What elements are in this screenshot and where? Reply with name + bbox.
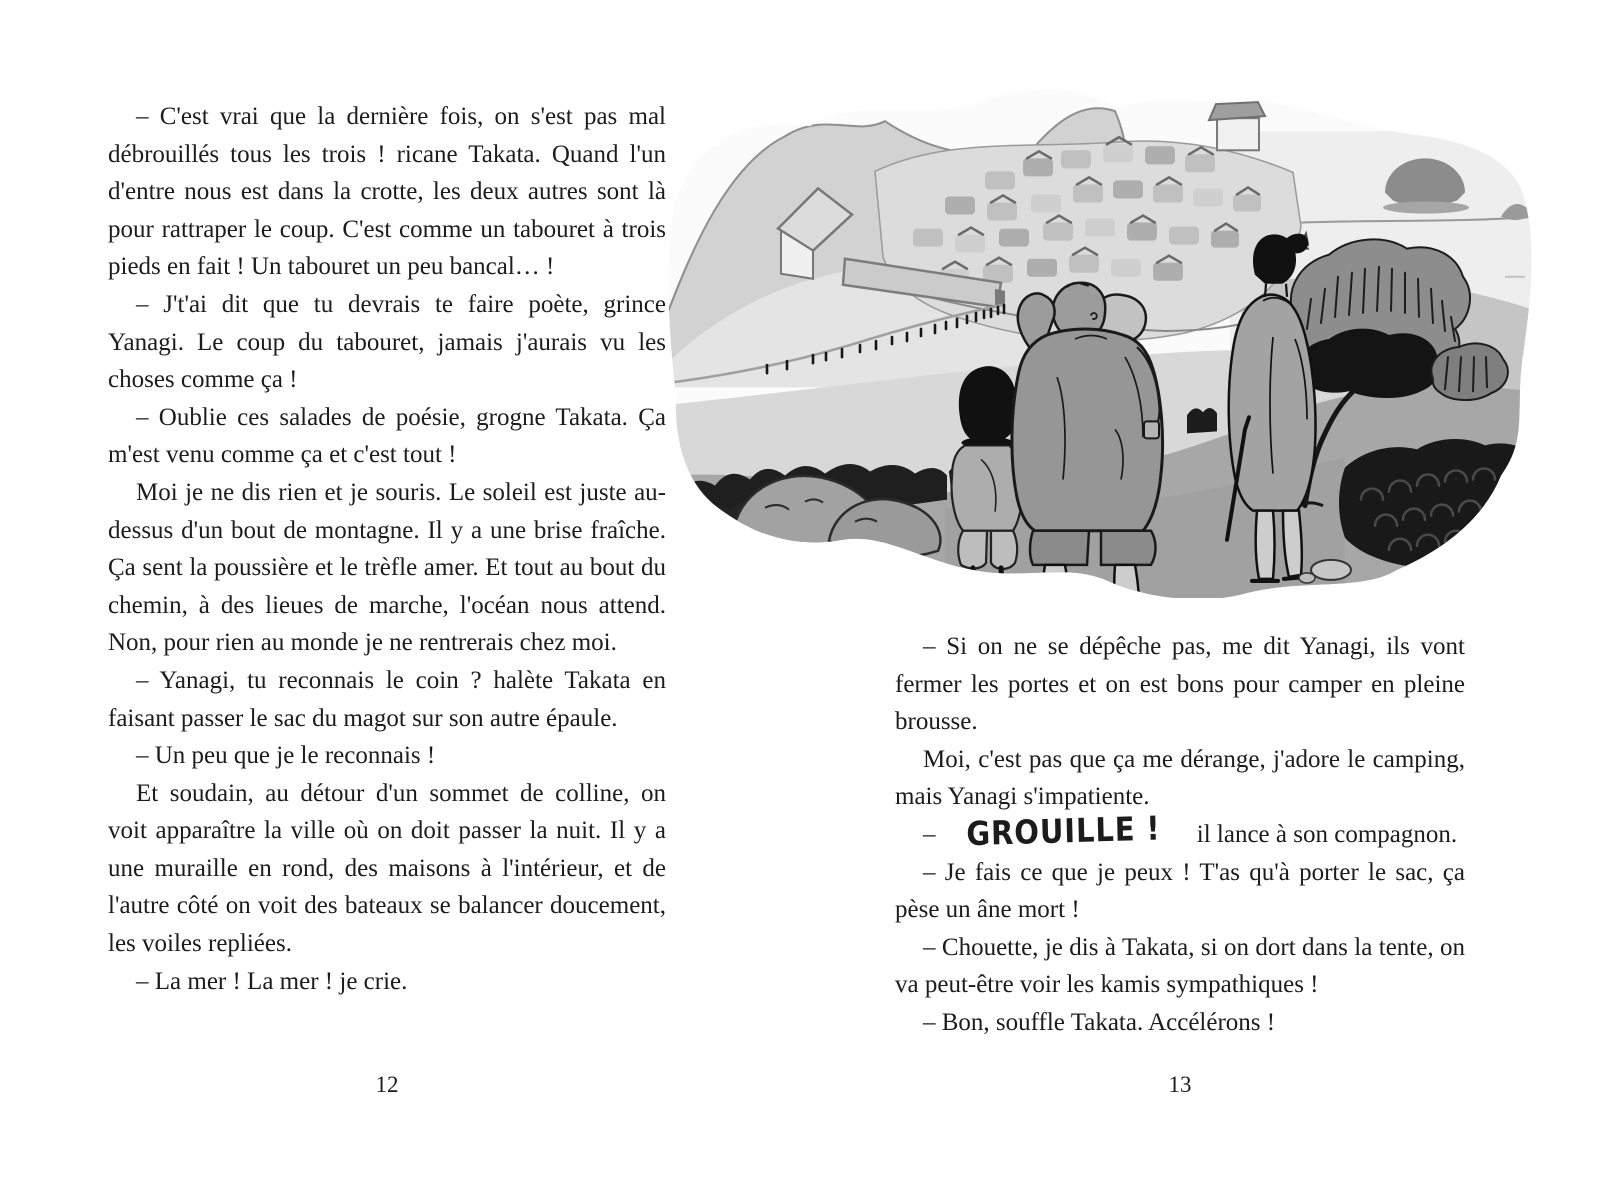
shout-suffix: il lance à son compagnon. [1190,820,1458,848]
paragraph: – Chouette, je dis à Takata, si on dort dans la tente, on va peut-être voir les kamis sympathiques ! [895,933,1465,999]
illustration-ink-drawing [645,76,1540,598]
illustration-character-takata [1012,283,1163,598]
page-number-right: 13 [1168,1072,1192,1097]
paragraph-shout-line [895,808,1465,854]
illustration-tower [1209,102,1265,150]
paragraph: Moi, c'est pas que ça me dérange, j'adore le camping, mais Yanagi s'impatiente. [895,745,1465,811]
illustration-child-hair [959,366,1017,445]
paragraph: – C'est vrai que la dernière fois, on s'est pas mal débrouillés tous les trois ! ricane Takata. Quand l'un d'entre nous est dans la crotte, les deux autres sont là pour rattraper le coup. C'est comme un tabouret à trois pieds en fait ! Un tabouret un peu bancal… ! [108,103,666,281]
illustration-bushes-right [1339,439,1540,569]
paragraph: – J't'ai dit que tu devrais te faire poète, grince Yanagi. Le coup du tabouret, jamais j'aurais vu les choses comme ça ! [108,290,666,394]
paragraph: – La mer ! La mer ! je crie. [136,967,408,995]
paragraph: – Oublie ces salades de poésie, grogne Takata. Ça m'est venu comme ça et c'est tout ! [108,403,666,469]
paragraph: – Je fais ce que je peux ! T'as qu'à porter le sac, ça pèse un âne mort ! [895,858,1465,924]
illustration-cuff [1144,421,1159,438]
shout-text: GROUILLE ! [965,808,1161,854]
page-number-left: 12 [375,1072,399,1097]
paragraph: Moi je ne dis rien et je souris. Le soleil est juste au-dessus d'un bout de montagne. Il y a une brise fraîche. Ça sent la poussière et le trèfle amer. Et tout au bout du chemin, à des lieues de marche, l'océan nous attend. Non, pour rien au monde je ne rentrerais chez moi. [108,478,666,657]
paragraph: Et soudain, au détour d'un sommet de colline, on voit apparaître la ville où on doit passer la nuit. Il y a une muraille en rond, des maisons à l'intérieur, et de l'autre côté on voit des bateaux se balancer doucement, les voiles repliées. [108,779,666,958]
page-right-text-column [895,628,1465,1042]
shout-prefix: – [923,820,942,848]
paragraph: – Si on ne se dépêche pas, me dit Yanagi, ils vont fermer les portes et on est bons pour camper en pleine brousse. [895,633,1465,736]
page-left-text-column [108,98,666,1000]
paragraph: – Un peu que je le reconnais ! [136,742,436,770]
illustration-stone [1311,560,1351,580]
illustration-character-child [952,366,1023,598]
paragraph: – Bon, souffle Takata. Accélérons ! [923,1008,1276,1036]
paragraph: – Yanagi, tu reconnais le coin ? halète Takata en faisant passer le sac du magot sur son autre épaule. [108,666,666,732]
illustration-tuft-2 [1187,408,1217,433]
